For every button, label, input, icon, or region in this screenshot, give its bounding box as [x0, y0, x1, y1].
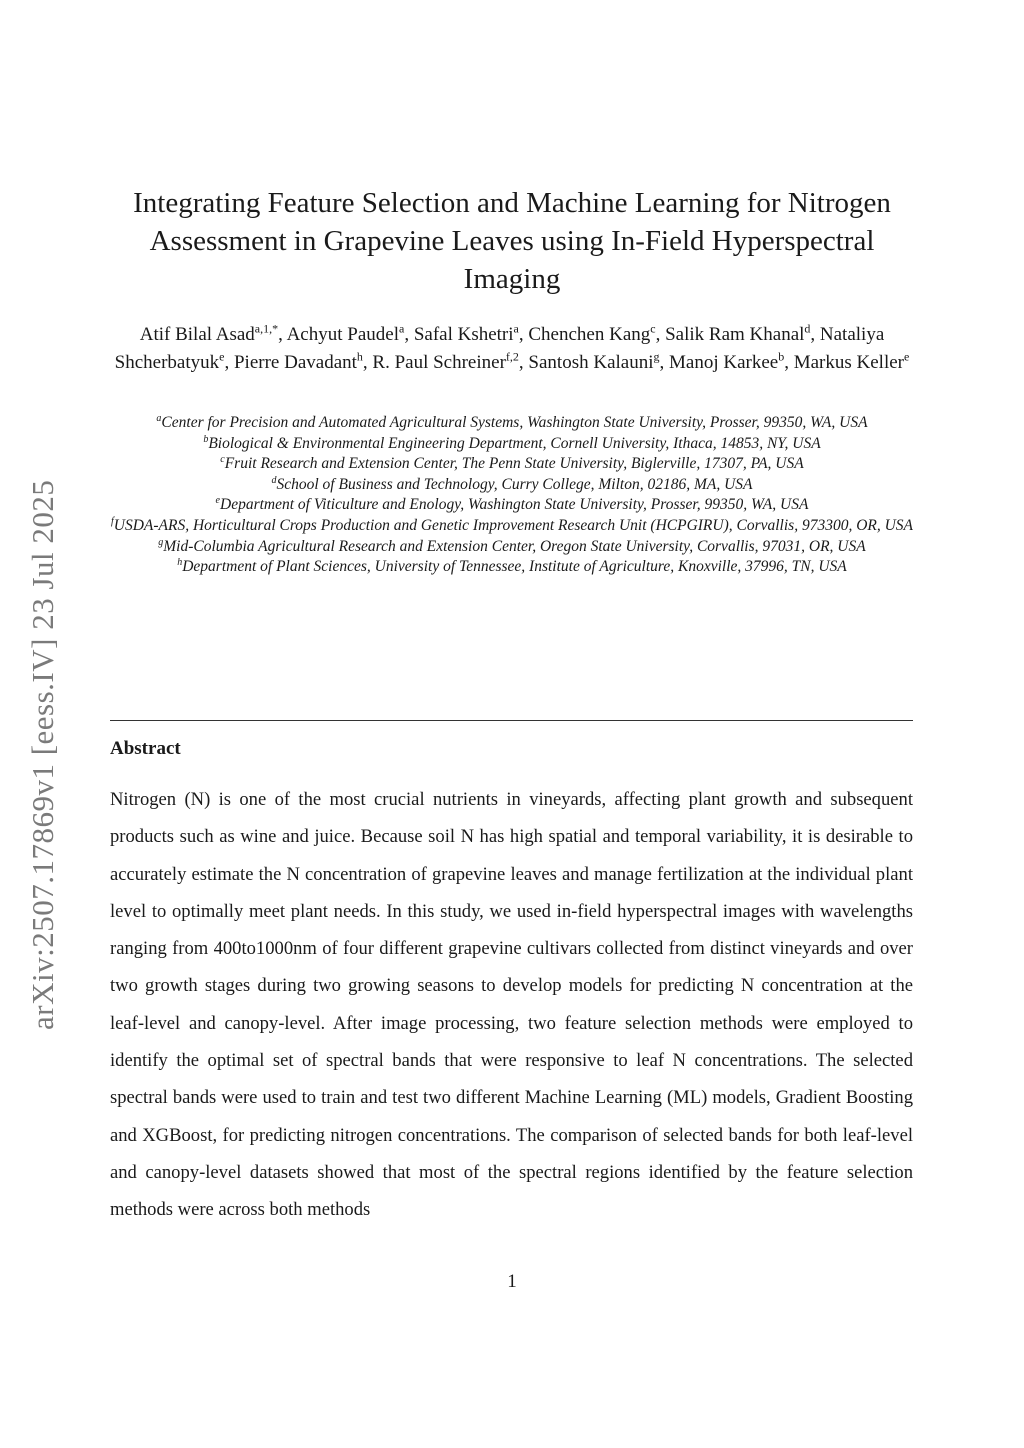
author — [669, 349, 785, 373]
author — [372, 349, 519, 373]
author-name: Nataliya Shcherbatyuk — [114, 324, 885, 373]
affiliation-key: c — [220, 454, 225, 466]
affiliation — [110, 537, 914, 558]
affiliation-text: Department of Plant Sciences, University of Tennessee, Institute of Agriculture, Knoxville, 37996, TN, USA — [182, 558, 847, 576]
author — [665, 321, 811, 345]
affiliation-key: d — [271, 474, 277, 486]
affiliation — [110, 495, 914, 516]
author-affiliation-mark: c — [650, 321, 656, 336]
author — [286, 321, 405, 345]
affiliation — [110, 454, 914, 475]
author-affiliation-mark: a — [398, 321, 405, 336]
affiliation — [110, 557, 914, 578]
author-name: Atif Bilal Asad — [139, 324, 255, 345]
author — [233, 349, 363, 373]
affiliation — [110, 516, 914, 537]
author-affiliation-mark: a,1,* — [254, 321, 279, 336]
author — [139, 321, 279, 345]
affiliation — [110, 434, 914, 455]
affiliation-key: f — [110, 515, 114, 527]
affiliation-text: Department of Viticulture and Enology, Washington State University, Prosser, 99350, WA, USA — [220, 496, 809, 514]
affiliation-text: Mid-Columbia Agricultural Research and Extension Center, Oregon State University, Corvallis, 97031, OR, USA — [163, 537, 866, 555]
author-name: R. Paul Schreiner — [372, 352, 506, 373]
affiliation — [110, 413, 914, 434]
affiliation — [110, 475, 914, 496]
author-name: Salik Ram Khanal — [665, 324, 805, 345]
author-name: Markus Keller — [793, 352, 904, 373]
author-affiliation-mark: f,2 — [505, 349, 519, 364]
author — [793, 349, 910, 373]
affiliation-key: g — [158, 536, 164, 548]
paper-title: Integrating Feature Selection and Machine Learning for Nitrogen Assessment in Grapevine Leaves using In-Field Hyperspectral Imaging — [133, 187, 891, 295]
section-divider — [110, 720, 913, 721]
author-affiliation-mark: e — [904, 349, 910, 364]
author-list: Atif Bilal Asad$^{a,1,*}$, Achyut Paudel$^a$, Safal Kshetri$^a$, Chenchen Kang$^c$, Salik Ram Khanal$^d$, Nataliya Shcherbatyuk$^e$, Pierre Davadant$^h$, R. Paul Schreiner$^{f,2}$, Santosh Kalauni$^g$, Manoj Karkee$^b$, Markus Keller$^e$ — [114, 321, 910, 373]
affiliation-text: USDA-ARS, Horticultural Crops Production and Genetic Improvement Research Unit (HCPGIRU), Corvallis, 973300, OR, USA — [113, 516, 914, 534]
arxiv-identifier: arXiv:2507.17869v1 [eess.IV] 23 Jul 2025 — [25, 479, 60, 1030]
author-name: Safal Kshetri — [413, 324, 514, 345]
affiliation-key: a — [156, 412, 162, 424]
author — [528, 349, 660, 373]
affiliation-key: b — [203, 433, 209, 445]
author — [528, 321, 656, 345]
abstract-heading: Abstract — [110, 738, 181, 759]
author-affiliation-mark: g — [653, 349, 660, 364]
author-affiliation-mark: h — [356, 349, 363, 364]
author-name: Pierre Davadant — [233, 352, 357, 373]
affiliation-key: h — [177, 557, 183, 568]
page-number: 1 — [507, 1271, 517, 1292]
author-affiliation-mark: a — [513, 321, 519, 336]
abstract-body: Nitrogen (N) is one of the most crucial nutrients in vineyards, affecting plant growth and subsequent products such as wine and juice. Because soil N has high spatial and temporal variability, it is desirable to accurately estimate the N concentration of grapevine leaves and manage fertilization at the individual plant level to optimally meet plant needs. In this study, we used in-field hyperspectral images with wavelengths ranging from 400to1000nm of four different grapevine cultivars collected from distinct vineyards and over two growth stages during two growing seasons to develop models for predicting N concentration at the leaf-level and canopy-level. After image processing, two feature selection methods were employed to identify the optimal set of spectral bands that were responsive to leaf N concentrations. The selected spectral bands were used to train and test two different Machine Learning (ML) models, Gradient Boosting and XGBoost, for predicting nitrogen concentrations. The comparison of selected bands for both leaf-level and canopy-level datasets showed that most of the spectral regions identified by the feature selection methods were across both methods — [110, 789, 913, 1221]
author-name: Santosh Kalauni — [528, 352, 654, 373]
author-name: Chenchen Kang — [528, 324, 651, 345]
affiliation-list — [110, 413, 914, 578]
author-affiliation-mark: b — [778, 349, 785, 364]
author-name: Manoj Karkee — [669, 352, 779, 373]
author-name: Achyut Paudel — [286, 324, 399, 345]
author-affiliation-mark: d — [804, 321, 811, 336]
affiliation-text: Biological & Environmental Engineering Department, Cornell University, Ithaca, 14853, NY, USA — [208, 434, 821, 452]
affiliation-key: e — [215, 495, 220, 507]
affiliation-text: School of Business and Technology, Curry College, Milton, 02186, MA, USA — [276, 475, 753, 493]
author-affiliation-mark: e — [219, 349, 225, 364]
affiliation-text: Center for Precision and Automated Agricultural Systems, Washington State University, Prosser, 99350, WA, USA — [161, 414, 868, 431]
affiliation-text: Fruit Research and Extension Center, The Penn State University, Biglerville, 17307, PA, USA — [224, 455, 804, 473]
author — [413, 321, 519, 345]
